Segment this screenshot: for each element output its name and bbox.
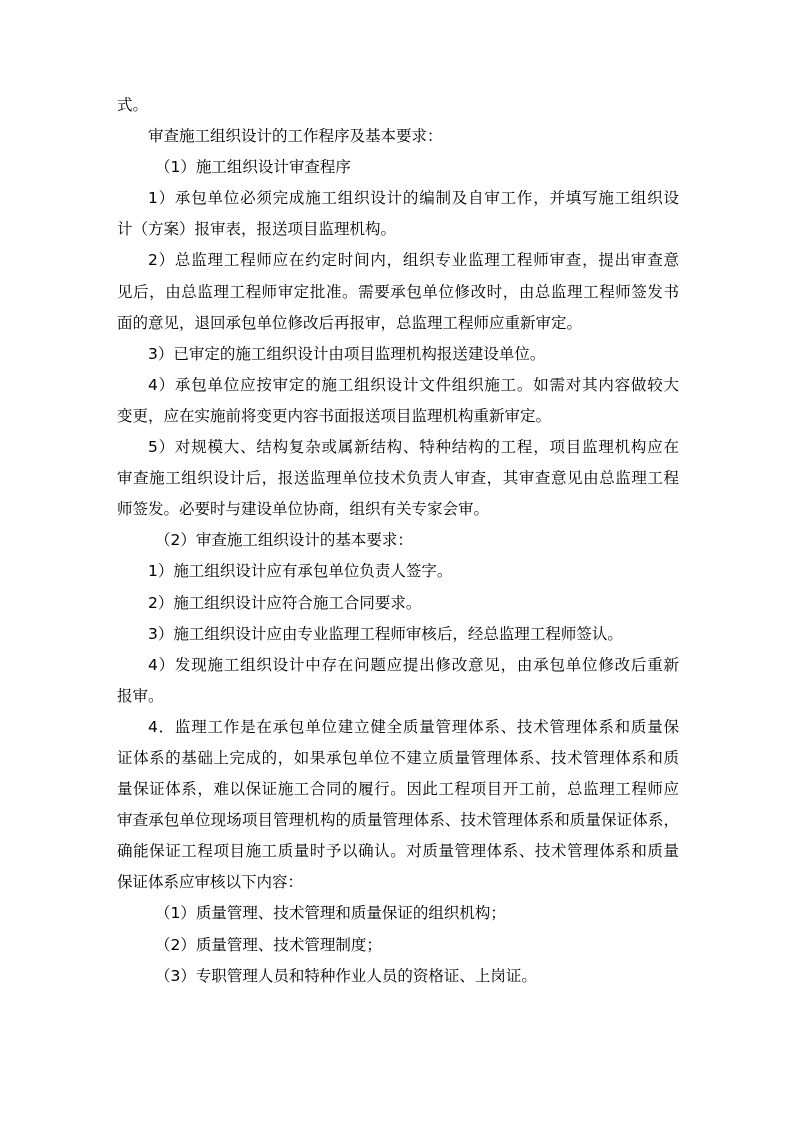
text-line: （2）质量管理、技术管理制度； — [155, 935, 382, 954]
text-line: 师签发。必要时与建设单位协商，组织有关专家会审。 — [117, 500, 490, 519]
text-line: 4．监理工作是在承包单位建立健全质量管理体系、技术管理体系和质量保 — [148, 717, 679, 736]
text-line: 量保证体系，难以保证施工合同的履行。因此工程项目开工前，总监理工程师应 — [117, 780, 679, 799]
text-line: （1）施工组织设计审查程序 — [155, 158, 351, 177]
text-line: 2）总监理工程师应在约定时间内，组织专业监理工程师审查，提出审查意 — [148, 251, 679, 270]
text-line: 审查承包单位现场项目管理机构的质量管理体系、技术管理体系和质量保证体系， — [117, 811, 679, 830]
paragraph — [117, 556, 679, 587]
paragraph — [117, 152, 679, 183]
paragraph — [117, 121, 679, 152]
text-line: 面的意见，退回承包单位修改后再报审，总监理工程师应重新审定。 — [117, 313, 583, 332]
text-line: 2）施工组织设计应符合施工合同要求。 — [148, 593, 422, 612]
text-line: 3）施工组织设计应由专业监理工程师审核后，经总监理工程师签认。 — [148, 624, 623, 643]
paragraph — [117, 961, 679, 992]
text-line: （2）审查施工组织设计的基本要求： — [155, 531, 413, 550]
paragraph — [117, 90, 679, 121]
text-line: 变更，应在实施前将变更内容书面报送项目监理机构重新审定。 — [117, 406, 552, 425]
text-line: 3）已审定的施工组织设计由项目监理机构报送建设单位。 — [148, 344, 546, 363]
text-line: 见后，由总监理工程师审定批准。需要承包单位修改时，由总监理工程师签发书 — [117, 282, 679, 301]
text-line: 审查施工组织设计后，报送监理单位技术负责人审查，其审查意见由总监理工程 — [117, 469, 679, 488]
paragraph — [117, 930, 679, 961]
text-line: 式。 — [117, 96, 149, 114]
paragraph — [117, 370, 679, 432]
text-line: （3）专职管理人员和特种作业人员的资格证、上岗证。 — [155, 966, 537, 985]
document-body — [117, 90, 679, 992]
paragraph — [117, 712, 679, 899]
paragraph — [117, 432, 679, 525]
text-line: 1）施工组织设计应有承包单位负责人签字。 — [148, 562, 453, 581]
paragraph — [117, 339, 679, 370]
text-line: 4）发现施工组织设计中存在问题应提出修改意见，由承包单位修改后重新 — [148, 655, 679, 674]
paragraph — [117, 898, 679, 929]
text-line: 审查施工组织设计的工作程序及基本要求： — [148, 127, 443, 146]
text-line: 4）承包单位应按审定的施工组织设计文件组织施工。如需对其内容做较大 — [148, 375, 679, 394]
paragraph — [117, 588, 679, 619]
paragraph — [117, 245, 679, 338]
text-line: 5）对规模大、结构复杂或属新结构、特种结构的工程，项目监理机构应在 — [148, 438, 679, 457]
text-line: 保证体系应审核以下内容： — [117, 873, 304, 892]
paragraph — [117, 525, 679, 556]
paragraph — [117, 183, 679, 245]
text-line: 确能保证工程项目施工质量时予以确认。对质量管理体系、技术管理体系和质量 — [117, 842, 679, 861]
text-line: 计（方案）报审表，报送项目监理机构。 — [117, 220, 397, 239]
paragraph — [117, 650, 679, 712]
paragraph — [117, 619, 679, 650]
text-line: 证体系的基础上完成的，如果承包单位不建立质量管理体系、技术管理体系和质 — [117, 748, 679, 767]
text-line: （1）质量管理、技术管理和质量保证的组织机构； — [155, 904, 506, 923]
text-line: 1）承包单位必须完成施工组织设计的编制及自审工作，并填写施工组织设 — [148, 189, 679, 208]
document-page — [117, 90, 679, 992]
text-line: 报审。 — [117, 686, 164, 705]
